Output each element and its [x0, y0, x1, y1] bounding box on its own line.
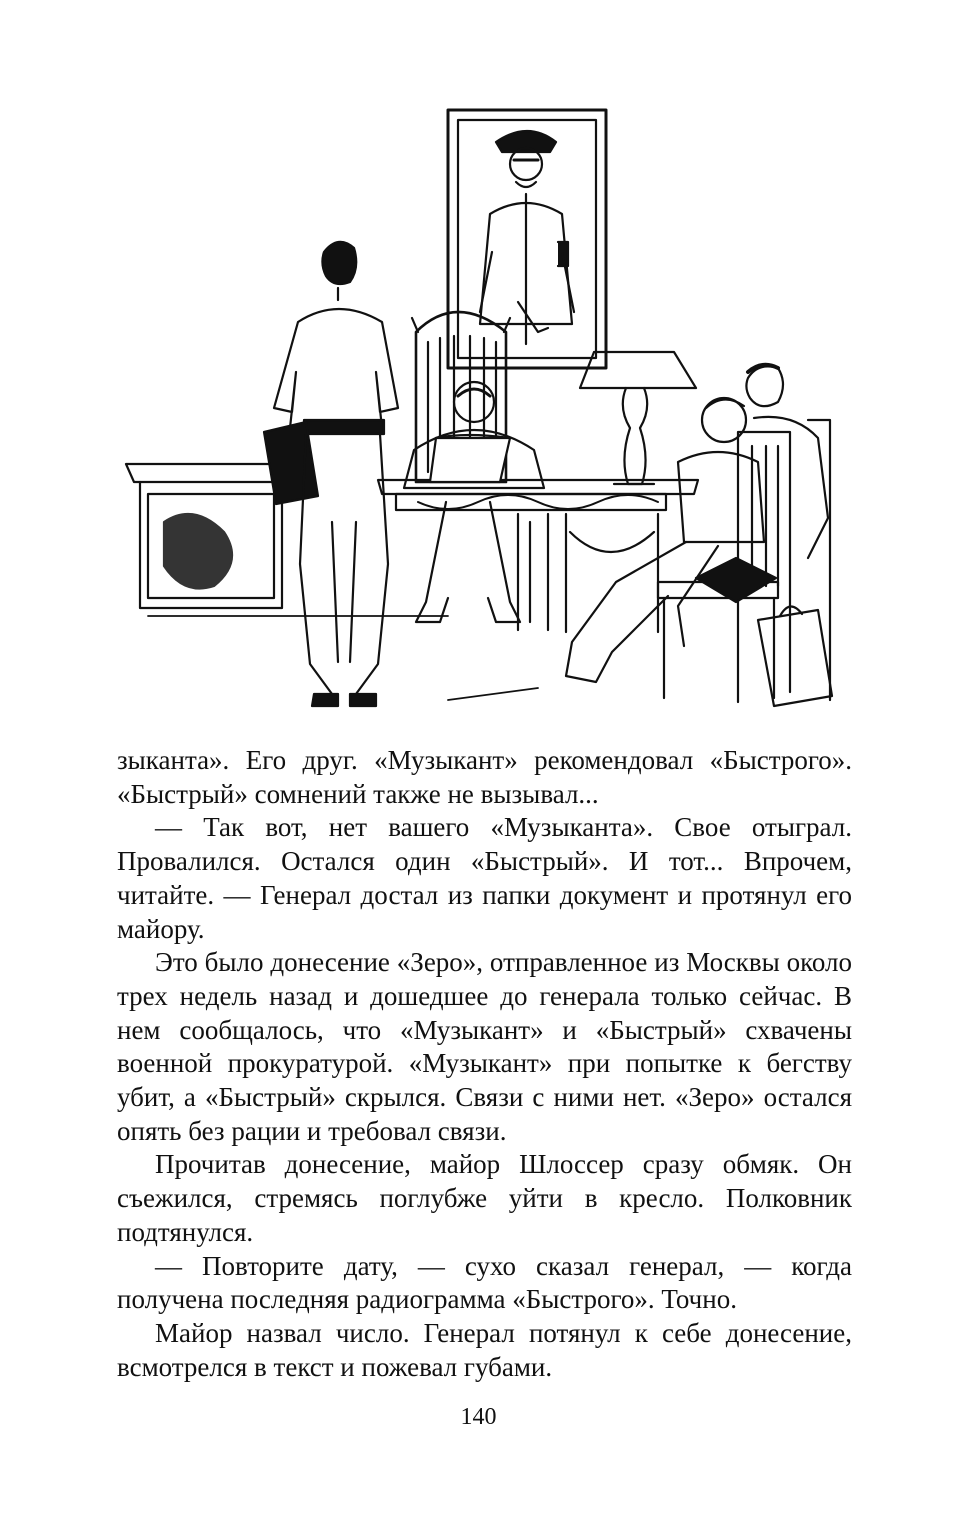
- standing-officer-right: [746, 365, 830, 700]
- paragraph: Прочитав донесение, майор Шлоссер сразу обмяк. Он съежился, стремясь поглубже уйти в кресло. Полковник подтянулся.: [117, 1149, 852, 1247]
- briefcase: [758, 606, 832, 706]
- desk: [126, 464, 698, 632]
- illustration-office-scene: [118, 102, 844, 722]
- page-number: 140: [460, 1404, 497, 1430]
- paragraph: зыканта». Его друг. «Музыкант» рекомендовал «Быстрого». «Быстрый» сомнений также не вызывал...: [117, 745, 852, 809]
- paragraph: Майор назвал число. Генерал потянул к себе донесение, всмотрелся в текст и пожевал губами.: [117, 1317, 852, 1382]
- seated-general: [404, 382, 544, 622]
- standing-officer: [264, 242, 398, 706]
- paragraph: — Повторите дату, — сухо сказал генерал, — когда получена последняя радиограмма «Быстрого». Точно.: [117, 1250, 852, 1315]
- paragraph: Это было донесение «Зеро», отправленное из Москвы около трех недель назад и дошедшее до генерала только сейчас. В нем сообщалось, что «Музыкант» и «Быстрый» схвачены военной прокуратурой. «Музыкант» при попытке к бегству убит, а «Быстрый» скрылся. Связи с ними нет. «Зеро» остался опять без рации и требовал связи.: [117, 947, 852, 1146]
- paragraph: — Так вот, нет вашего «Музыканта». Свое отыграл. Провалился. Остался один «Быстрый». И тот... Впрочем, читайте. — Генерал достал из папки документ и протянул его майору.: [117, 812, 852, 944]
- body-text: [117, 744, 852, 1384]
- portrait-frame: [448, 110, 606, 368]
